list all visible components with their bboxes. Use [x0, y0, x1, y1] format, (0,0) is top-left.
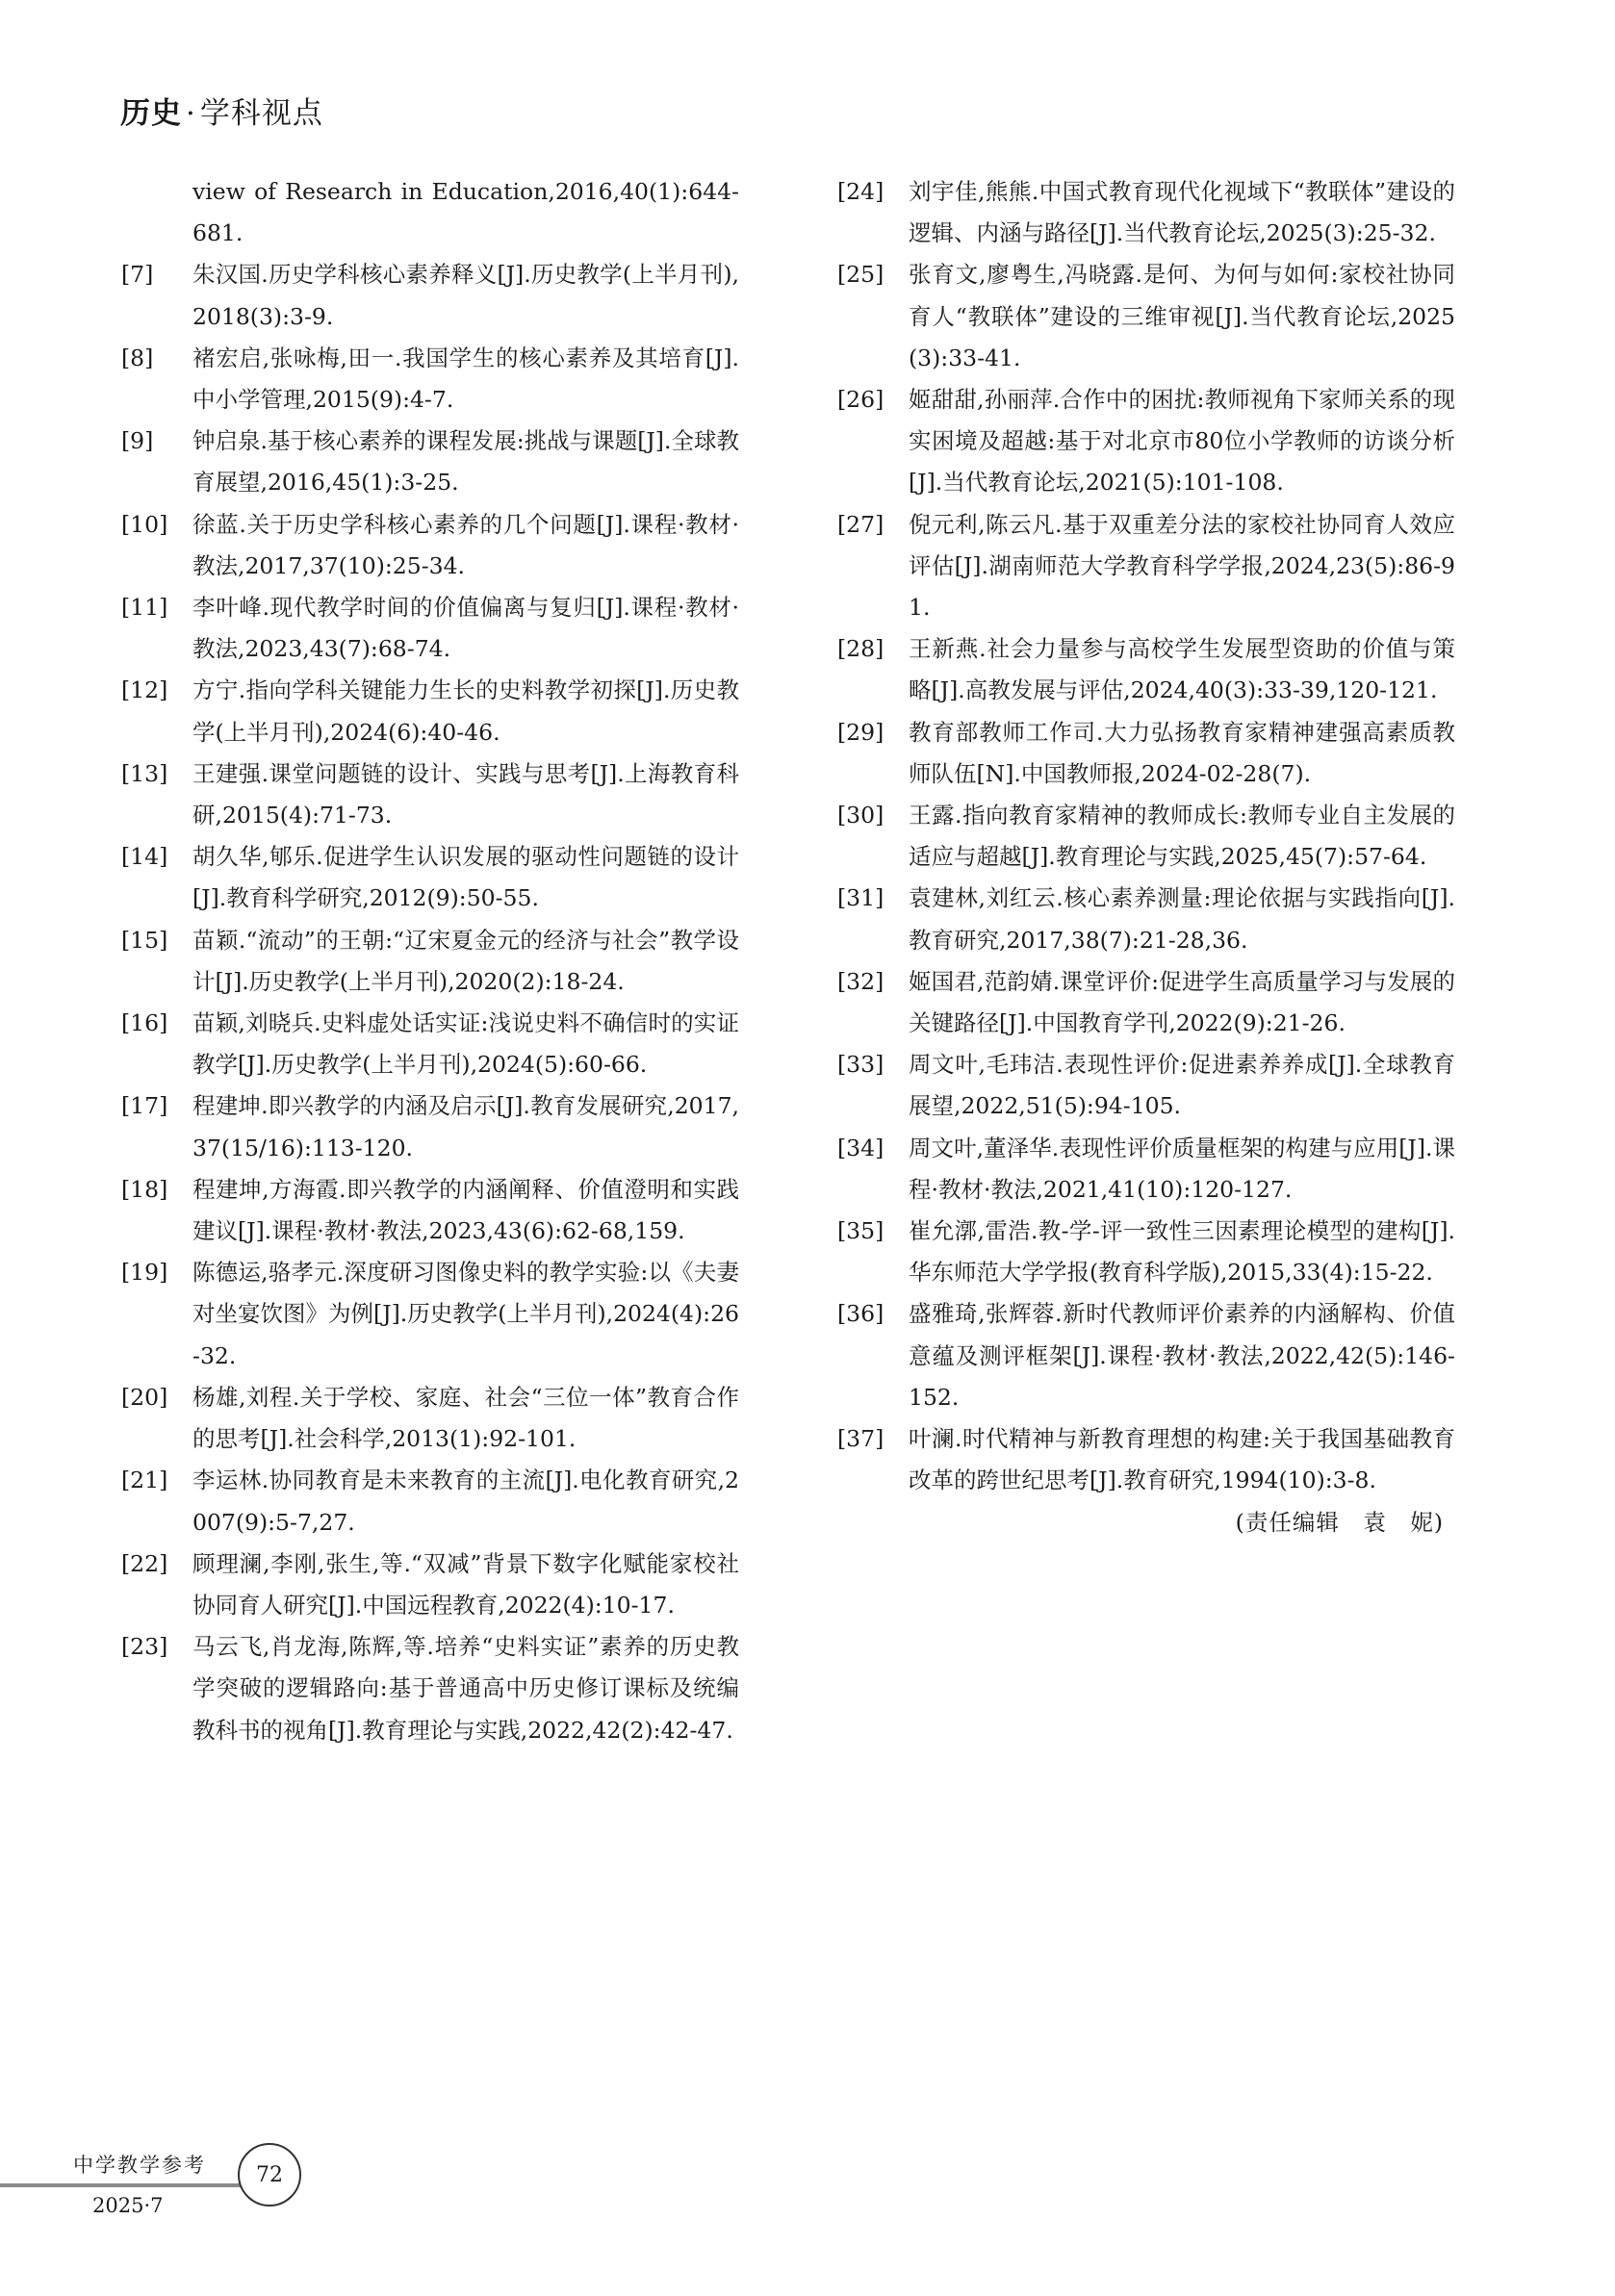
- reference-item: [121, 836, 739, 919]
- reference-item: [121, 753, 739, 836]
- reference-number: [30]: [837, 802, 884, 829]
- reference-text: 李叶峰.现代教学时间的价值偏离与复归[J].课程·教材·教法,2023,43(7):68-74.: [192, 594, 739, 663]
- running-header: [120, 89, 323, 132]
- reference-item: [837, 628, 1455, 711]
- reference-item: [121, 1377, 739, 1460]
- right-reference-column: [837, 171, 1455, 1543]
- reference-text: 陈德运,骆孝元.深度研习图像史料的教学实验:以《夫妻对坐宴饮图》为例[J].历史教学(上半月刊),2024(4):26-32.: [192, 1259, 739, 1369]
- reference-text: 钟启泉.基于核心素养的课程发展:挑战与课题[J].全球教育展望,2016,45(1):3-25.: [192, 427, 739, 497]
- reference-item: [837, 171, 1455, 254]
- left-reference-column: [121, 171, 739, 1751]
- reference-number: [13]: [121, 759, 168, 787]
- footer-rule: [0, 2183, 241, 2187]
- reference-item: [837, 712, 1455, 795]
- reference-item: [121, 1543, 739, 1626]
- reference-text: 王新燕.社会力量参与高校学生发展型资助的价值与策略[J].高教发展与评估,2024,40(3):33-39,120-121.: [909, 635, 1455, 704]
- footer-journal-name: 中学教学参考: [73, 2154, 206, 2177]
- reference-text: 姬国君,范韵婧.课堂评价:促进学生高质量学习与发展的关键路径[J].中国教育学刊,2022(9):21-26.: [909, 967, 1455, 1037]
- reference-item: [837, 878, 1455, 960]
- reference-text: 杨雄,刘程.关于学校、家庭、社会“三位一体”教育合作的思考[J].社会科学,2013(1):92-101.: [192, 1383, 739, 1453]
- reference-text: 程建坤.即兴教学的内涵及启示[J].教育发展研究,2017,37(15/16):113-120.: [192, 1092, 739, 1161]
- reference-item: [837, 379, 1455, 504]
- reference-text: 胡久华,郇乐.促进学生认识发展的驱动性问题链的设计[J].教育科学研究,2012(9):50-55.: [192, 843, 739, 912]
- reference-text: 袁建林,刘红云.核心素养测量:理论依据与实践指向[J].教育研究,2017,38(7):21-28,36.: [909, 884, 1455, 954]
- reference-number: [28]: [837, 635, 884, 663]
- reference-item: [837, 1418, 1455, 1501]
- page-number-badge: [238, 2143, 301, 2207]
- reference-number: [9]: [121, 427, 154, 455]
- reference-item: [121, 1003, 739, 1085]
- header-section: 学科视点: [199, 96, 323, 131]
- reference-number: [12]: [121, 676, 168, 704]
- reference-number: [33]: [837, 1051, 884, 1079]
- reference-text: 教育部教师工作司.大力弘扬教育家精神建强高素质教师队伍[N].中国教师报,2024-02-28(7).: [909, 718, 1455, 787]
- reference-number: [20]: [121, 1383, 168, 1411]
- header-separator: ·: [186, 96, 196, 131]
- reference-item: [837, 961, 1455, 1044]
- reference-item: [121, 1252, 739, 1377]
- reference-text: 苗颖,刘晓兵.史料虚处话实证:浅说史料不确信时的实证教学[J].历史教学(上半月刊),2024(5):60-66.: [192, 1009, 739, 1079]
- reference-text: 倪元利,陈云凡.基于双重差分法的家校社协同育人效应评估[J].湖南师范大学教育科学学报,2024,23(5):86-91.: [909, 510, 1455, 622]
- reference-text: 叶澜.时代精神与新教育理想的构建:关于我国基础教育改革的跨世纪思考[J].教育研究,1994(10):3-8.: [909, 1425, 1455, 1494]
- editor-note: (责任编辑 袁 妮): [1235, 1508, 1444, 1536]
- reference-number: [35]: [837, 1217, 884, 1245]
- reference-number: [15]: [121, 926, 168, 954]
- reference-text: 王建强.课堂问题链的设计、实践与思考[J].上海教育科研,2015(4):71-73.: [192, 759, 739, 829]
- reference-item: [121, 1460, 739, 1543]
- reference-text: 崔允漷,雷浩.教-学-评一致性三因素理论模型的建构[J].华东师范大学学报(教育科学版),2015,33(4):15-22.: [909, 1217, 1455, 1287]
- reference-number: [31]: [837, 884, 884, 912]
- reference-number: [16]: [121, 1009, 168, 1037]
- reference-number: [36]: [837, 1300, 884, 1328]
- reference-text: 李运林.协同教育是未来教育的主流[J].电化教育研究,2007(9):5-7,27.: [192, 1467, 739, 1536]
- page-number: 72: [256, 2162, 283, 2187]
- reference-text: 顾理澜,李刚,张生,等.“双减”背景下数字化赋能家校社协同育人研究[J].中国远程教育,2022(4):10-17.: [192, 1549, 739, 1619]
- reference-text: 苗颖.“流动”的王朝:“辽宋夏金元的经济与社会”教学设计[J].历史教学(上半月刊),2020(2):18-24.: [192, 926, 739, 995]
- reference-number: [26]: [837, 386, 884, 414]
- reference-text: 张育文,廖粤生,冯晓露.是何、为何与如何:家校社协同育人“教联体”建设的三维审视[J].当代教育论坛,2025(3):33-41.: [909, 261, 1455, 371]
- reference-number: [23]: [121, 1633, 168, 1661]
- reference-item: [121, 1626, 739, 1751]
- reference-item: [121, 1085, 739, 1168]
- reference-number: [37]: [837, 1425, 884, 1453]
- reference-number: [8]: [121, 344, 154, 371]
- reference-text: 方宁.指向学科关键能力生长的史料教学初探[J].历史教学(上半月刊),2024(6):40-46.: [192, 676, 739, 746]
- reference-text: 姬甜甜,孙丽萍.合作中的困扰:教师视角下家师关系的现实困境及超越:基于对北京市80位小学教师的访谈分析[J].当代教育论坛,2021(5):101-108.: [909, 386, 1455, 497]
- reference-number: [11]: [121, 594, 168, 622]
- footer-issue: 2025·7: [92, 2194, 164, 2217]
- reference-item: [121, 421, 739, 503]
- reference-text: 程建坤,方海霞.即兴教学的内涵阐释、价值澄明和实践建议[J].课程·教材·教法,2023,43(6):62-68,159.: [192, 1175, 739, 1245]
- reference-number: [19]: [121, 1259, 168, 1287]
- reference-item: [121, 670, 739, 753]
- reference-number: [10]: [121, 510, 168, 538]
- reference-number: [21]: [121, 1467, 168, 1494]
- reference-text: 盛雅琦,张辉蓉.新时代教师评价素养的内涵解构、价值意蕴及测评框架[J].课程·教材·教法,2022,42(5):146-152.: [909, 1300, 1455, 1411]
- reference-text: 马云飞,肖龙海,陈辉,等.培养“史料实证”素养的历史教学突破的逻辑路向:基于普通高中历史修订课标及统编教科书的视角[J].教育理论与实践,2022,42(2):42-47.: [192, 1633, 739, 1744]
- reference-number: [7]: [121, 261, 154, 289]
- reference-text: 徐蓝.关于历史学科核心素养的几个问题[J].课程·教材·教法,2017,37(10):25-34.: [192, 510, 739, 579]
- reference-number: [14]: [121, 843, 168, 871]
- reference-number: [27]: [837, 510, 884, 538]
- reference-number: [24]: [837, 178, 884, 205]
- reference-continuation: view of Research in Education,2016,40(1):644-681.: [192, 178, 739, 247]
- reference-number: [32]: [837, 967, 884, 995]
- reference-text: 刘宇佳,熊熊.中国式教育现代化视域下“教联体”建设的逻辑、内涵与路径[J].当代教育论坛,2025(3):25-32.: [909, 178, 1455, 247]
- reference-number: [29]: [837, 718, 884, 746]
- reference-text: 周文叶,董泽华.表现性评价质量框架的构建与应用[J].课程·教材·教法,2021,41(10):120-127.: [909, 1134, 1455, 1203]
- reference-text: 褚宏启,张咏梅,田一.我国学生的核心素养及其培育[J].中小学管理,2015(9):4-7.: [192, 344, 739, 414]
- reference-item: [837, 1211, 1455, 1293]
- reference-item: [837, 795, 1455, 878]
- reference-item: [837, 1293, 1455, 1418]
- reference-item: [837, 254, 1455, 379]
- reference-number: [34]: [837, 1134, 884, 1161]
- reference-item: [121, 920, 739, 1003]
- reference-item: [121, 504, 739, 587]
- reference-item: [121, 254, 739, 337]
- reference-text: 王露.指向教育家精神的教师成长:教师专业自主发展的适应与超越[J].教育理论与实践,2025,45(7):57-64.: [909, 802, 1455, 871]
- reference-number: [22]: [121, 1549, 168, 1577]
- reference-item: [121, 338, 739, 421]
- reference-item: [837, 1044, 1455, 1127]
- reference-number: [17]: [121, 1092, 168, 1120]
- reference-number: [18]: [121, 1175, 168, 1203]
- reference-text: 朱汉国.历史学科核心素养释义[J].历史教学(上半月刊),2018(3):3-9.: [192, 261, 739, 330]
- reference-item: [837, 1128, 1455, 1211]
- reference-item: [837, 504, 1455, 629]
- reference-item: [121, 1169, 739, 1252]
- reference-item: [121, 587, 739, 670]
- header-subject: 历史: [120, 96, 182, 131]
- reference-text: 周文叶,毛玮洁.表现性评价:促进素养养成[J].全球教育展望,2022,51(5):94-105.: [909, 1051, 1455, 1120]
- reference-number: [25]: [837, 261, 884, 289]
